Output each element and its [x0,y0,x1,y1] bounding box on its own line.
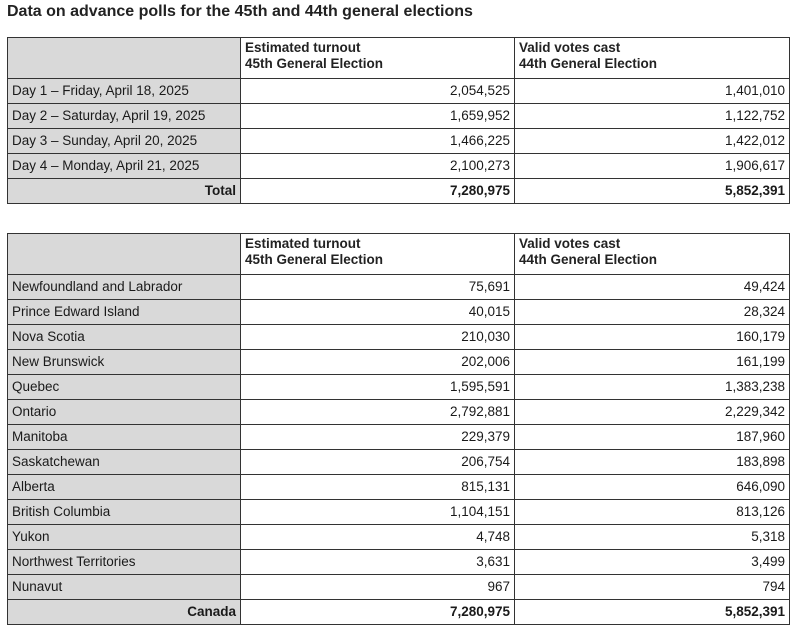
header-line: Estimated turnout [245,40,361,55]
valid-votes-44-cell: 1,122,752 [515,104,790,129]
turnout-45-cell: 2,054,525 [241,79,515,104]
row-label: Nunavut [8,575,241,600]
advance-polls-by-province-table [7,233,790,625]
header-line: 44th General Election [519,56,658,71]
turnout-45-cell: 2,100,273 [241,154,515,179]
turnout-45-cell: 206,754 [241,450,515,475]
turnout-45-cell: 202,006 [241,350,515,375]
header-blank-cell [8,234,241,275]
table-row [8,450,790,475]
valid-votes-44-cell: 3,499 [515,550,790,575]
table-header-row [8,38,790,79]
turnout-45-cell: 1,659,952 [241,104,515,129]
table-row [8,550,790,575]
turnout-45-cell: 40,015 [241,300,515,325]
page-title: Data on advance polls for the 45th and 44th general elections [7,3,473,20]
valid-votes-44-cell: 1,422,012 [515,129,790,154]
total-turnout-45-cell: 7,280,975 [241,179,515,204]
valid-votes-44-cell: 28,324 [515,300,790,325]
table-row [8,129,790,154]
row-label: Alberta [8,475,241,500]
row-label: Yukon [8,525,241,550]
header-valid-votes-44 [515,234,790,275]
valid-votes-44-cell: 794 [515,575,790,600]
header-line: 45th General Election [245,56,384,71]
header-estimated-turnout-45 [241,234,515,275]
header-line: Estimated turnout [245,236,361,251]
valid-votes-44-cell: 2,229,342 [515,400,790,425]
row-label: Day 2 – Saturday, April 19, 2025 [8,104,241,129]
row-label: Prince Edward Island [8,300,241,325]
row-label: British Columbia [8,500,241,525]
turnout-45-cell: 3,631 [241,550,515,575]
turnout-45-cell: 1,595,591 [241,375,515,400]
table-row [8,300,790,325]
row-label: Ontario [8,400,241,425]
table-row [8,500,790,525]
valid-votes-44-cell: 183,898 [515,450,790,475]
total-row [8,600,790,625]
turnout-45-cell: 75,691 [241,275,515,300]
valid-votes-44-cell: 646,090 [515,475,790,500]
table-row [8,525,790,550]
row-label: Newfoundland and Labrador [8,275,241,300]
valid-votes-44-cell: 1,383,238 [515,375,790,400]
table-row [8,350,790,375]
total-label: Canada [8,600,241,625]
turnout-45-cell: 1,104,151 [241,500,515,525]
table-row [8,104,790,129]
advance-polls-by-day-table [7,37,790,204]
valid-votes-44-cell: 49,424 [515,275,790,300]
header-line: Valid votes cast [519,40,621,55]
total-valid-votes-44-cell: 5,852,391 [515,179,790,204]
turnout-45-cell: 1,466,225 [241,129,515,154]
table-row [8,575,790,600]
header-line: 44th General Election [519,252,658,267]
turnout-45-cell: 229,379 [241,425,515,450]
table-row [8,425,790,450]
row-label: New Brunswick [8,350,241,375]
row-label: Quebec [8,375,241,400]
valid-votes-44-cell: 161,199 [515,350,790,375]
row-label: Day 1 – Friday, April 18, 2025 [8,79,241,104]
valid-votes-44-cell: 5,318 [515,525,790,550]
total-turnout-45-cell: 7,280,975 [241,600,515,625]
header-line: 45th General Election [245,252,384,267]
total-row [8,179,790,204]
header-blank-cell [8,38,241,79]
valid-votes-44-cell: 160,179 [515,325,790,350]
turnout-45-cell: 2,792,881 [241,400,515,425]
row-label: Day 4 – Monday, April 21, 2025 [8,154,241,179]
valid-votes-44-cell: 1,906,617 [515,154,790,179]
valid-votes-44-cell: 1,401,010 [515,79,790,104]
turnout-45-cell: 210,030 [241,325,515,350]
table-row [8,325,790,350]
total-label: Total [8,179,241,204]
table-row [8,375,790,400]
total-valid-votes-44-cell: 5,852,391 [515,600,790,625]
table-header-row [8,234,790,275]
header-estimated-turnout-45 [241,38,515,79]
header-line: Valid votes cast [519,236,621,251]
row-label: Northwest Territories [8,550,241,575]
turnout-45-cell: 967 [241,575,515,600]
row-label: Saskatchewan [8,450,241,475]
table-row [8,475,790,500]
table-row [8,400,790,425]
table-row [8,154,790,179]
valid-votes-44-cell: 813,126 [515,500,790,525]
row-label: Manitoba [8,425,241,450]
turnout-45-cell: 4,748 [241,525,515,550]
row-label: Nova Scotia [8,325,241,350]
table-row [8,79,790,104]
header-valid-votes-44 [515,38,790,79]
valid-votes-44-cell: 187,960 [515,425,790,450]
row-label: Day 3 – Sunday, April 20, 2025 [8,129,241,154]
turnout-45-cell: 815,131 [241,475,515,500]
table-row [8,275,790,300]
